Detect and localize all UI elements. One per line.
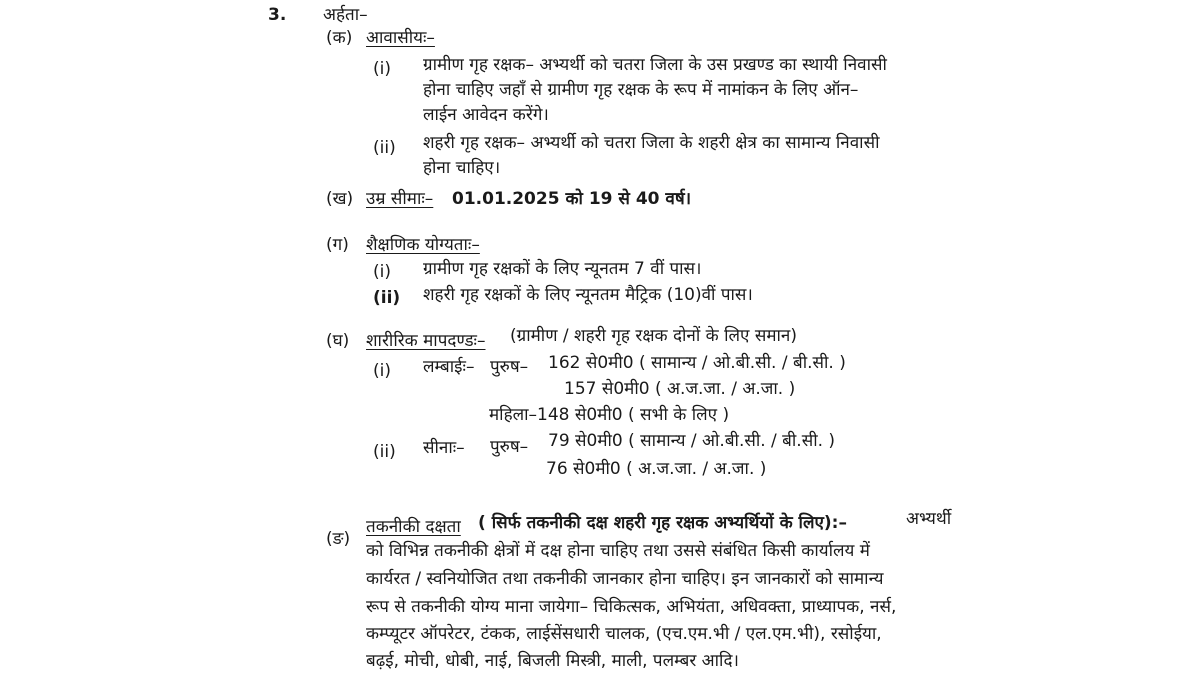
subsection-d-title: शारीरिक मापदण्डः– xyxy=(366,331,486,351)
item-c2-marker: (ii) xyxy=(373,288,401,308)
item-a1-marker: (i) xyxy=(373,59,391,79)
chest-male-general: 79 से0मी0 ( सामान्य / ओ.बी.सी. / बी.सी. ) xyxy=(548,431,836,451)
item-a2-marker: (ii) xyxy=(373,138,396,158)
chest-male-st-sc: 76 से0मी0 ( अ.ज.जा. / अ.जा. ) xyxy=(546,459,767,479)
item-c1-marker: (i) xyxy=(373,262,391,282)
subsection-e-line2: को विभिन्न तकनीकी क्षेत्रों में दक्ष होना चाहिए तथा उससे संबंधित किसी कार्यालय में xyxy=(366,541,870,561)
subsection-d-note: (ग्रामीण / शहरी गृह रक्षक दोनों के लिए समान) xyxy=(510,326,797,346)
height-male-label: पुरुष– xyxy=(490,357,529,377)
item-c1-text: ग्रामीण गृह रक्षकों के लिए न्यूनतम 7 वीं पास। xyxy=(423,259,702,279)
subsection-e-line4: रूप से तकनीकी योग्य माना जायेगा– चिकित्सक, अभियंता, अधिवक्ता, प्राध्यापक, नर्स, xyxy=(366,597,897,617)
subsection-a-title: आवासीयः– xyxy=(366,28,435,48)
item-a2-line1: शहरी गृह रक्षक– अभ्यर्थी को चतरा जिला के शहरी क्षेत्र का सामान्य निवासी xyxy=(423,133,880,153)
section-title: अर्हता– xyxy=(323,5,368,25)
subsection-e-marker: (ङ) xyxy=(326,529,351,549)
subsection-e-title-note: ( सिर्फ तकनीकी दक्ष शहरी गृह रक्षक अभ्यर्थियों के लिए):– xyxy=(478,513,847,533)
item-a1-line2: होना चाहिए जहाँ से ग्रामीण गृह रक्षक के रूप में नामांकन के लिए ऑन– xyxy=(423,80,859,100)
chest-label: सीनाः– xyxy=(423,438,465,458)
height-male-st-sc: 157 से0मी0 ( अ.ज.जा. / अ.जा. ) xyxy=(564,379,796,399)
height-male-general: 162 से0मी0 ( सामान्य / ओ.बी.सी. / बी.सी. ) xyxy=(548,353,846,373)
item-a2-line2: होना चाहिए। xyxy=(423,158,501,178)
subsection-e-line5: कम्प्यूटर ऑपरेटर, टंकक, लाईसेंसधारी चालक, (एच.एम.भी / एल.एम.भी), रसोईया, xyxy=(366,624,882,644)
subsection-e-line1-tail: अभ्यर्थी xyxy=(906,509,952,529)
subsection-e-line6: बढ़ई, मोची, धोबी, नाई, बिजली मिस्त्री, माली, पलम्बर आदि। xyxy=(366,651,739,671)
subsection-d-marker: (घ) xyxy=(326,331,350,351)
subsection-e-title: तकनीकी दक्षता xyxy=(366,517,461,537)
item-a1-line3: लाईन आवेदन करेंगे। xyxy=(423,105,549,125)
subsection-c-marker: (ग) xyxy=(326,235,349,255)
height-female: महिला–148 से0मी0 ( सभी के लिए ) xyxy=(489,405,730,425)
subsection-e-line3: कार्यरत / स्वनियोजित तथा तकनीकी जानकार होना चाहिए। इन जानकारों को सामान्य xyxy=(366,569,884,589)
height-label: लम्बाईः– xyxy=(423,357,475,377)
chest-male-label: पुरुष– xyxy=(490,437,529,457)
subsection-c-title: शैक्षणिक योग्यताः– xyxy=(366,235,480,255)
subsection-a-marker: (क) xyxy=(326,28,353,48)
item-c2-text: शहरी गृह रक्षकों के लिए न्यूनतम मैट्रिक (10)वीं पास। xyxy=(423,285,753,305)
section-number: 3. xyxy=(268,5,287,25)
subsection-b-marker: (ख) xyxy=(326,189,354,209)
subsection-b-title: उम्र सीमाः– xyxy=(366,189,434,209)
item-a1-line1: ग्रामीण गृह रक्षक– अभ्यर्थी को चतरा जिला के उस प्रखण्ड का स्थायी निवासी xyxy=(423,55,887,75)
height-marker: (i) xyxy=(373,361,391,381)
chest-marker: (ii) xyxy=(373,442,396,462)
subsection-b-text: 01.01.2025 को 19 से 40 वर्ष। xyxy=(452,189,692,209)
